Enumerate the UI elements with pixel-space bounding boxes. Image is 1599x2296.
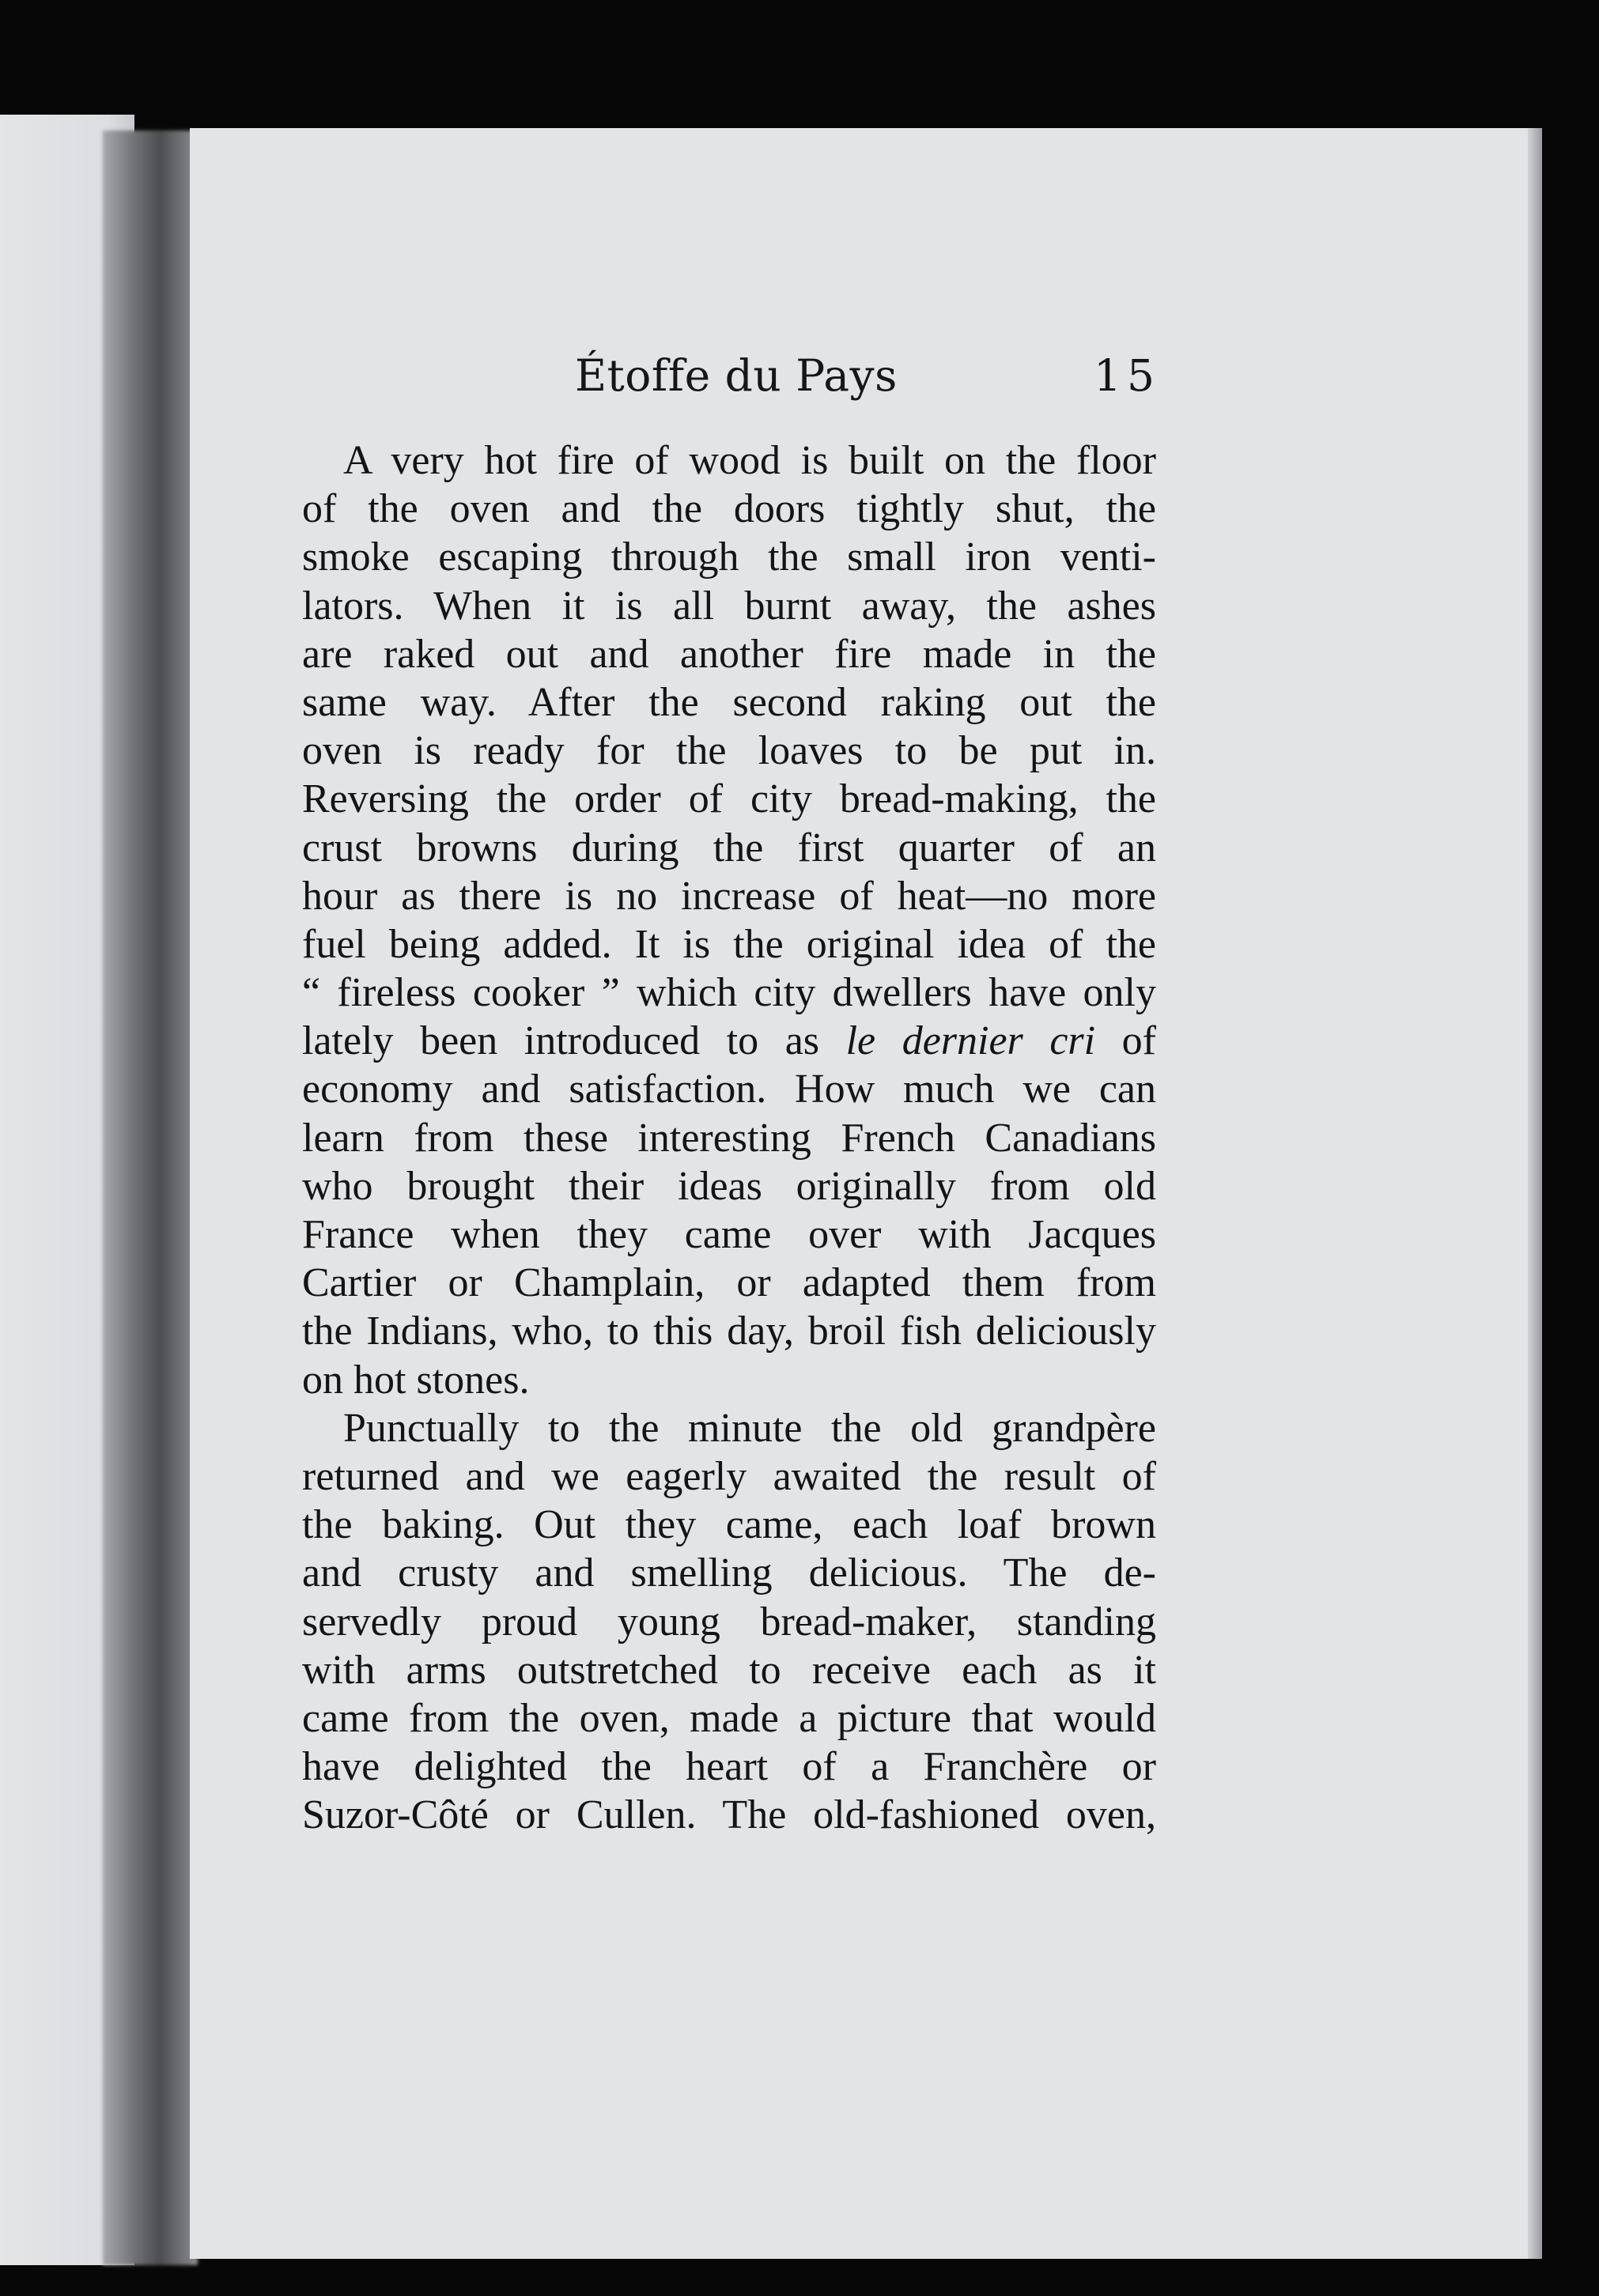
text-line: Cartier or Champlain, or adapted them from xyxy=(302,1260,1156,1306)
text-segment: lately been introduced to as xyxy=(302,1018,846,1064)
book-gutter-shadow xyxy=(103,130,198,2265)
text-line: returned and we eagerly awaited the result of xyxy=(302,1453,1156,1499)
text-line: smoke escaping through the small iron venti- xyxy=(302,534,1156,580)
paragraph xyxy=(302,436,1156,1404)
text-line: Reversing the order of city bread-making, the xyxy=(302,776,1156,822)
text-line: same way. After the second raking out the xyxy=(302,679,1156,725)
text-line: servedly proud young bread-maker, standing xyxy=(302,1599,1156,1645)
text-line: fuel being added. It is the original idea of the xyxy=(302,921,1156,967)
text-segment: of xyxy=(1095,1018,1156,1064)
text-line: the baking. Out they came, each loaf brown xyxy=(302,1502,1156,1548)
paragraph xyxy=(302,1404,1156,1840)
body-text xyxy=(302,436,1156,1839)
text-line: with arms outstretched to receive each as it xyxy=(302,1647,1156,1693)
text-line: Suzor-Côté or Cullen. The old-fashioned oven, xyxy=(302,1792,1156,1838)
text-line: came from the oven, made a picture that would xyxy=(302,1695,1156,1741)
text-line: on hot stones. xyxy=(302,1357,530,1403)
italic-phrase: le dernier cri xyxy=(845,1018,1096,1064)
text-line: learn from these interesting French Canadians xyxy=(302,1115,1156,1161)
text-line: of the oven and the doors tightly shut, the xyxy=(302,486,1156,532)
text-line: and crusty and smelling delicious. The de- xyxy=(302,1550,1156,1596)
text-line: France when they came over with Jacques xyxy=(302,1212,1156,1257)
text-line: are raked out and another fire made in the xyxy=(302,631,1156,677)
text-line: hour as there is no increase of heat—no more xyxy=(302,873,1156,919)
text-line: who brought their ideas originally from old xyxy=(302,1163,1156,1209)
text-line xyxy=(302,1017,1156,1065)
page-number: 15 xyxy=(1094,350,1160,401)
text-line: oven is ready for the loaves to be put in. xyxy=(302,728,1156,774)
text-line: Punctually to the minute the old grandpère xyxy=(343,1405,1156,1451)
right-page-edge xyxy=(1528,128,1542,2259)
text-line: the Indians, who, to this day, broil fish deliciously xyxy=(302,1308,1156,1354)
text-line: A very hot fire of wood is built on the floor xyxy=(343,438,1156,483)
text-line: have delighted the heart of a Franchère or xyxy=(302,1744,1156,1790)
running-head xyxy=(575,340,1160,411)
text-line: lators. When it is all burnt away, the ashes xyxy=(302,583,1156,629)
text-line: economy and satisfaction. How much we can xyxy=(302,1067,1156,1112)
running-head-title: Étoffe du Pays xyxy=(575,350,898,401)
text-line: crust browns during the first quarter of an xyxy=(302,825,1156,870)
text-line: “ fireless cooker ” which city dwellers have only xyxy=(302,970,1156,1016)
